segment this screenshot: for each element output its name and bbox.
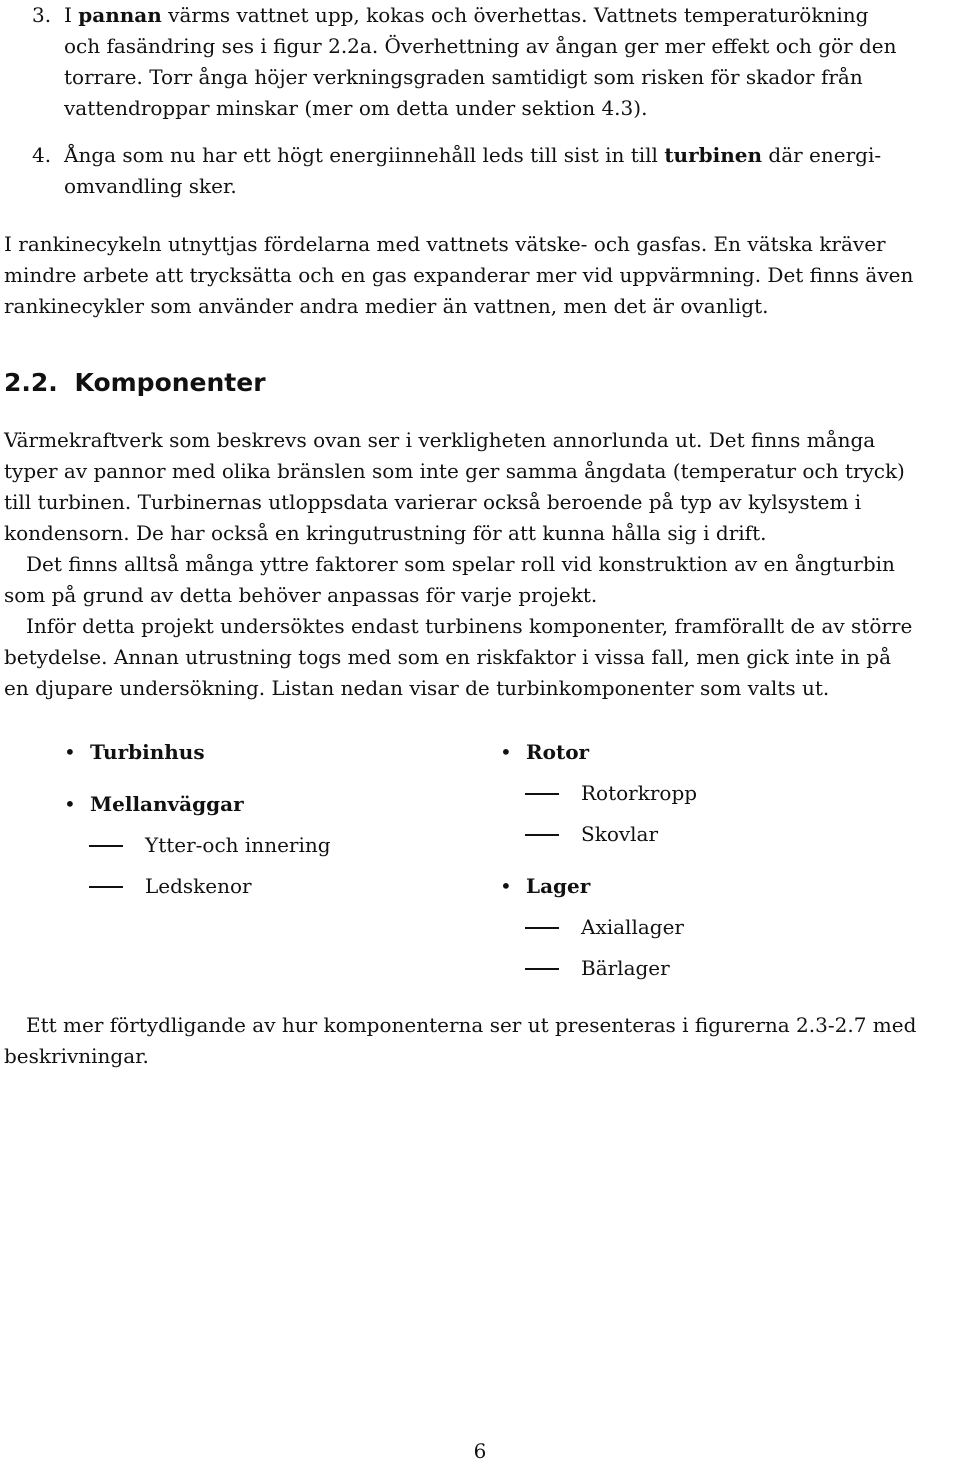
dash-icon — [525, 793, 559, 795]
p1-line-2: typer av pannor med olika bränslen som inte ger samma ångdata (temperatur och tryck) — [4, 459, 905, 483]
turbinen-bold: turbinen — [664, 143, 763, 167]
step-4-number: 4. — [32, 143, 52, 167]
rankine-line-1: I rankinecykeln utnyttjas fördelarna med vattnets vätske- och gasfas. En vätska kräver — [4, 232, 886, 256]
dash-icon — [89, 886, 123, 888]
p3-line-2: betydelse. Annan utrustning togs med som en riskfaktor i vissa fall, men gick inte in på — [4, 645, 891, 669]
rankine-line-2: mindre arbete att trycksätta och en gas expanderar mer vid uppvärmning. Det finns även — [4, 263, 914, 287]
list-item-lager: • Lager — [526, 871, 590, 902]
p3-line-3: en djupare undersökning. Listan nedan visar de turbinkomponenter som valts ut. — [4, 676, 830, 700]
dash-icon — [525, 834, 559, 836]
paragraph-closing — [4, 1010, 958, 1072]
section-number: 2.2. — [4, 368, 58, 397]
bullet-icon: • — [64, 792, 76, 816]
p2-line-2: som på grund av detta behöver anpassas för varje projekt. — [4, 583, 598, 607]
bullet-icon: • — [500, 874, 512, 898]
bullet-icon: • — [64, 740, 76, 764]
step-3-line-2: och fasändring ses i figur 2.2a. Överhettning av ångan ger mer effekt och gör den — [64, 34, 897, 58]
sublist-item-barlager: Bärlager — [581, 953, 670, 984]
sublist-item-skovlar: Skovlar — [581, 819, 658, 850]
p3-line-1: Inför detta projekt undersöktes endast turbinens komponenter, framförallt de av större — [26, 614, 913, 638]
step-4-line-2: omvandling sker. — [64, 174, 237, 198]
rankine-line-3: rankinecykler som använder andra medier än vattnen, men det är ovanligt. — [4, 294, 769, 318]
step-3-line-3: torrare. Torr ånga höjer verkningsgraden samtidigt som risken för skador från — [64, 65, 863, 89]
step-4-line-1: Ånga som nu har ett högt energiinnehåll leds till sist in till turbinen där energi- — [64, 143, 882, 167]
list-item-turbinhus: • Turbinhus — [90, 737, 205, 768]
step-3-number: 3. — [32, 3, 52, 27]
step-3-line-4: vattendroppar minskar (mer om detta under sektion 4.3). — [64, 96, 648, 120]
list-item-step-4 — [32, 140, 958, 202]
p1-line-1: Värmekraftverk som beskrevs ovan ser i verkligheten annorlunda ut. Det finns många — [4, 428, 876, 452]
list-item-rotor: • Rotor — [526, 737, 589, 768]
p1-line-4: kondensorn. De har också en kringutrustning för att kunna hålla sig i drift. — [4, 521, 767, 545]
sublist-item-ytter: Ytter-och innering — [145, 830, 331, 861]
bullet-icon: • — [500, 740, 512, 764]
list-item-step-3 — [32, 0, 958, 124]
dash-icon — [525, 927, 559, 929]
sublist-item-ledskenor: Ledskenor — [145, 871, 252, 902]
pannan-bold: pannan — [78, 3, 162, 27]
paragraph-intro — [4, 425, 958, 704]
p1-line-3: till turbinen. Turbinernas utloppsdata varierar också beroende på typ av kylsystem i — [4, 490, 862, 514]
page-number: 6 — [473, 1439, 487, 1463]
section-heading — [4, 368, 266, 398]
sublist-item-axiallager: Axiallager — [581, 912, 684, 943]
sublist-item-rotorkropp: Rotorkropp — [581, 778, 697, 809]
dash-icon — [89, 845, 123, 847]
closing-line-1: Ett mer förtydligande av hur komponenterna ser ut presenteras i figurerna 2.3-2.7 med — [26, 1013, 917, 1037]
list-item-mellanvaggar: • Mellanväggar — [90, 789, 244, 820]
p2-line-1: Det finns alltså många yttre faktorer som spelar roll vid konstruktion av en ångturbin — [26, 552, 895, 576]
section-title: Komponenter — [74, 368, 266, 397]
step-3-line-1: I pannan värms vattnet upp, kokas och överhettas. Vattnets temperaturökning — [64, 3, 869, 27]
paragraph-rankine — [4, 229, 958, 322]
closing-line-2: beskrivningar. — [4, 1044, 149, 1068]
dash-icon — [525, 968, 559, 970]
